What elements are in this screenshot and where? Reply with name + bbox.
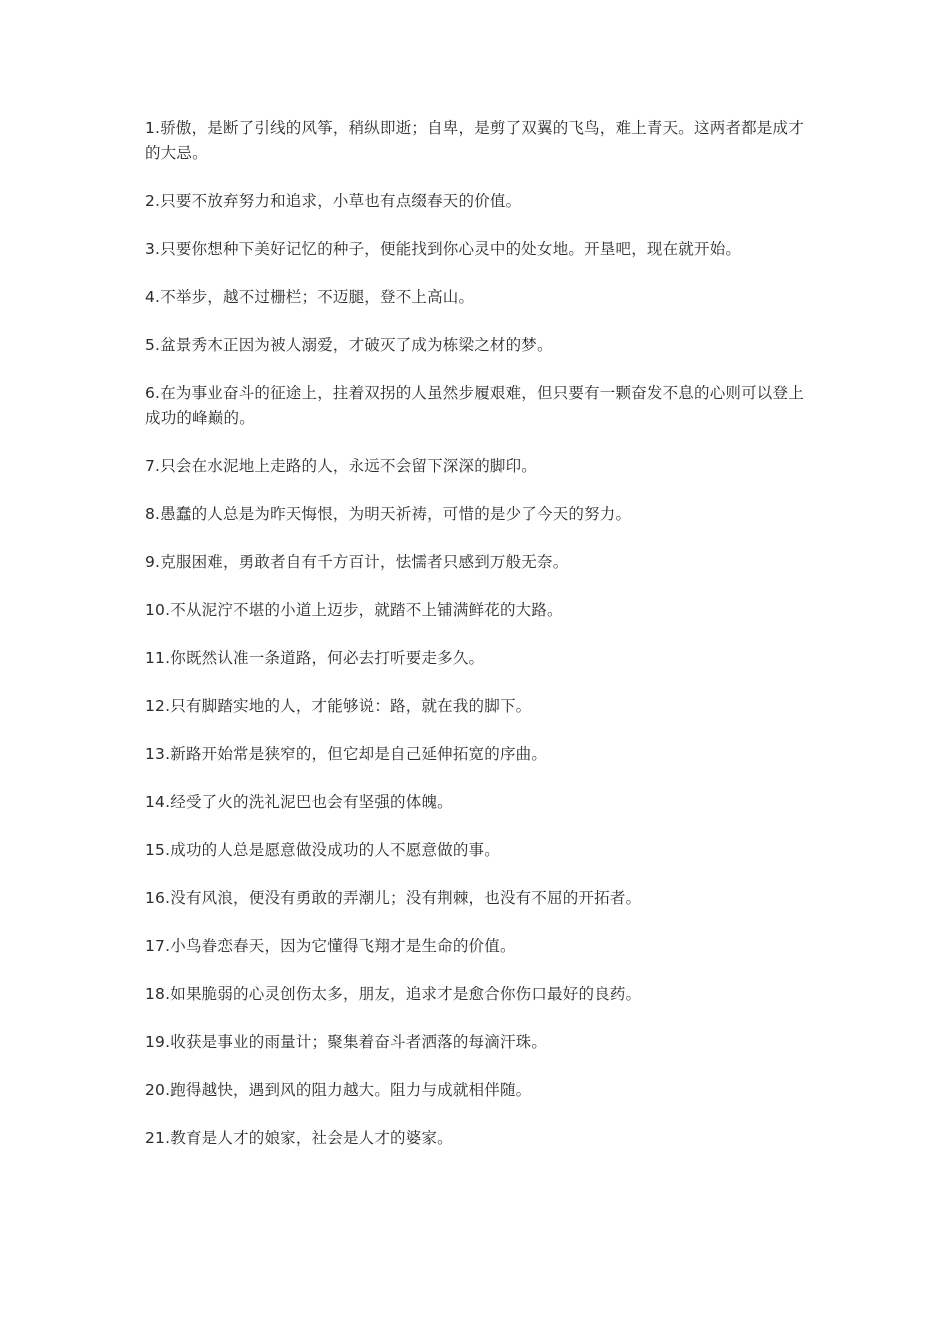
- quote-item-12: 12.只有脚踏实地的人，才能够说：路，就在我的脚下。: [145, 697, 532, 715]
- quote-item-21: 21.教育是人才的娘家，社会是人才的婆家。: [145, 1129, 453, 1147]
- quote-item-9: 9.克服困难，勇敢者自有千方百计，怯懦者只感到万般无奈。: [145, 553, 569, 571]
- quote-list: [145, 116, 805, 1174]
- quote-item-18: 18.如果脆弱的心灵创伤太多，朋友，追求才是愈合你伤口最好的良药。: [145, 985, 642, 1003]
- quote-item-14: 14.经受了火的洗礼泥巴也会有坚强的体魄。: [145, 793, 453, 811]
- quote-item-19: 19.收获是事业的雨量计；聚集着奋斗者洒落的每滴汗珠。: [145, 1033, 548, 1051]
- quote-item-5: 5.盆景秀木正因为被人溺爱，才破灭了成为栋梁之材的梦。: [145, 336, 553, 354]
- quote-item-8: 8.愚蠢的人总是为昨天悔恨，为明天祈祷，可惜的是少了今天的努力。: [145, 505, 632, 523]
- quote-item-10: 10.不从泥泞不堪的小道上迈步，就踏不上铺满鲜花的大路。: [145, 601, 563, 619]
- quote-item-16: 16.没有风浪，便没有勇敢的弄潮儿；没有荆棘，也没有不屈的开拓者。: [145, 889, 642, 907]
- quote-item-3: 3.只要你想种下美好记忆的种子，便能找到你心灵中的处女地。开垦吧，现在就开始。: [145, 240, 742, 258]
- quote-item-7: 7.只会在水泥地上走路的人，永远不会留下深深的脚印。: [145, 457, 537, 475]
- quote-item-1: 1.骄傲，是断了引线的风筝，稍纵即逝；自卑，是剪了双翼的飞鸟，难上青天。这两者都是成才的大忌。: [145, 119, 804, 162]
- quote-item-17: 17.小鸟眷恋春天，因为它懂得飞翔才是生命的价值。: [145, 937, 516, 955]
- quote-item-15: 15.成功的人总是愿意做没成功的人不愿意做的事。: [145, 841, 500, 859]
- quote-item-13: 13.新路开始常是狭窄的，但它却是自己延伸拓宽的序曲。: [145, 745, 548, 763]
- quote-item-11: 11.你既然认准一条道路，何必去打听要走多久。: [145, 649, 485, 667]
- quote-item-20: 20.跑得越快，遇到风的阻力越大。阻力与成就相伴随。: [145, 1081, 532, 1099]
- quote-item-4: 4.不举步，越不过栅栏；不迈腿，登不上高山。: [145, 288, 475, 306]
- quote-item-6: 6.在为事业奋斗的征途上，拄着双拐的人虽然步履艰难，但只要有一颗奋发不息的心则可以登上成功的峰巅的。: [145, 384, 804, 427]
- quote-item-2: 2.只要不放弃努力和追求，小草也有点缀春天的价值。: [145, 192, 522, 210]
